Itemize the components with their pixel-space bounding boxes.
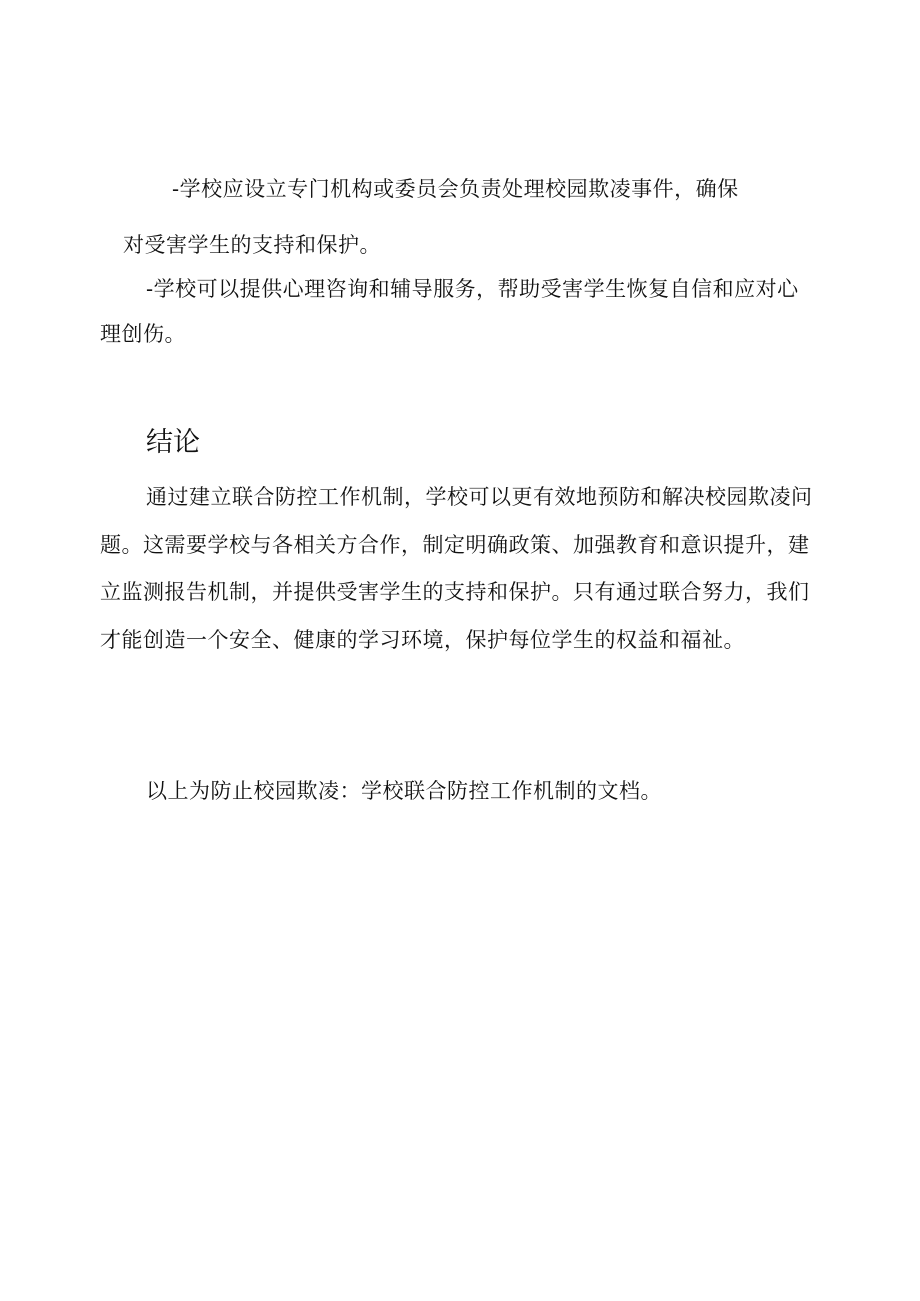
measure-item-1-line-2: 对受害学生的支持和保护。 <box>123 233 381 257</box>
conclusion-line-4: 才能创造一个安全、健康的学习环境，保护每位学生的权益和福祉。 <box>100 628 745 652</box>
conclusion-heading: 结论 <box>146 427 200 458</box>
measure-item-1-line-1: -学校应设立专门机构或委员会负责处理校园欺凌事件，确保 <box>172 177 739 201</box>
measure-item-2-line-2: 理创伤。 <box>100 322 186 346</box>
conclusion-line-1: 通过建立联合防控工作机制，学校可以更有效地预防和解决校园欺凌问 <box>146 485 813 509</box>
measure-item-2-line-1: -学校可以提供心理咨询和辅导服务，帮助受害学生恢复自信和应对心 <box>146 277 799 301</box>
conclusion-line-2: 题。这需要学校与各相关方合作，制定明确政策、加强教育和意识提升，建 <box>100 533 810 557</box>
conclusion-line-3: 立监测报告机制，并提供受害学生的支持和保护。只有通过联合努力，我们 <box>100 580 810 604</box>
closing-note: 以上为防止校园欺凌：学校联合防控工作机制的文档。 <box>146 779 662 803</box>
